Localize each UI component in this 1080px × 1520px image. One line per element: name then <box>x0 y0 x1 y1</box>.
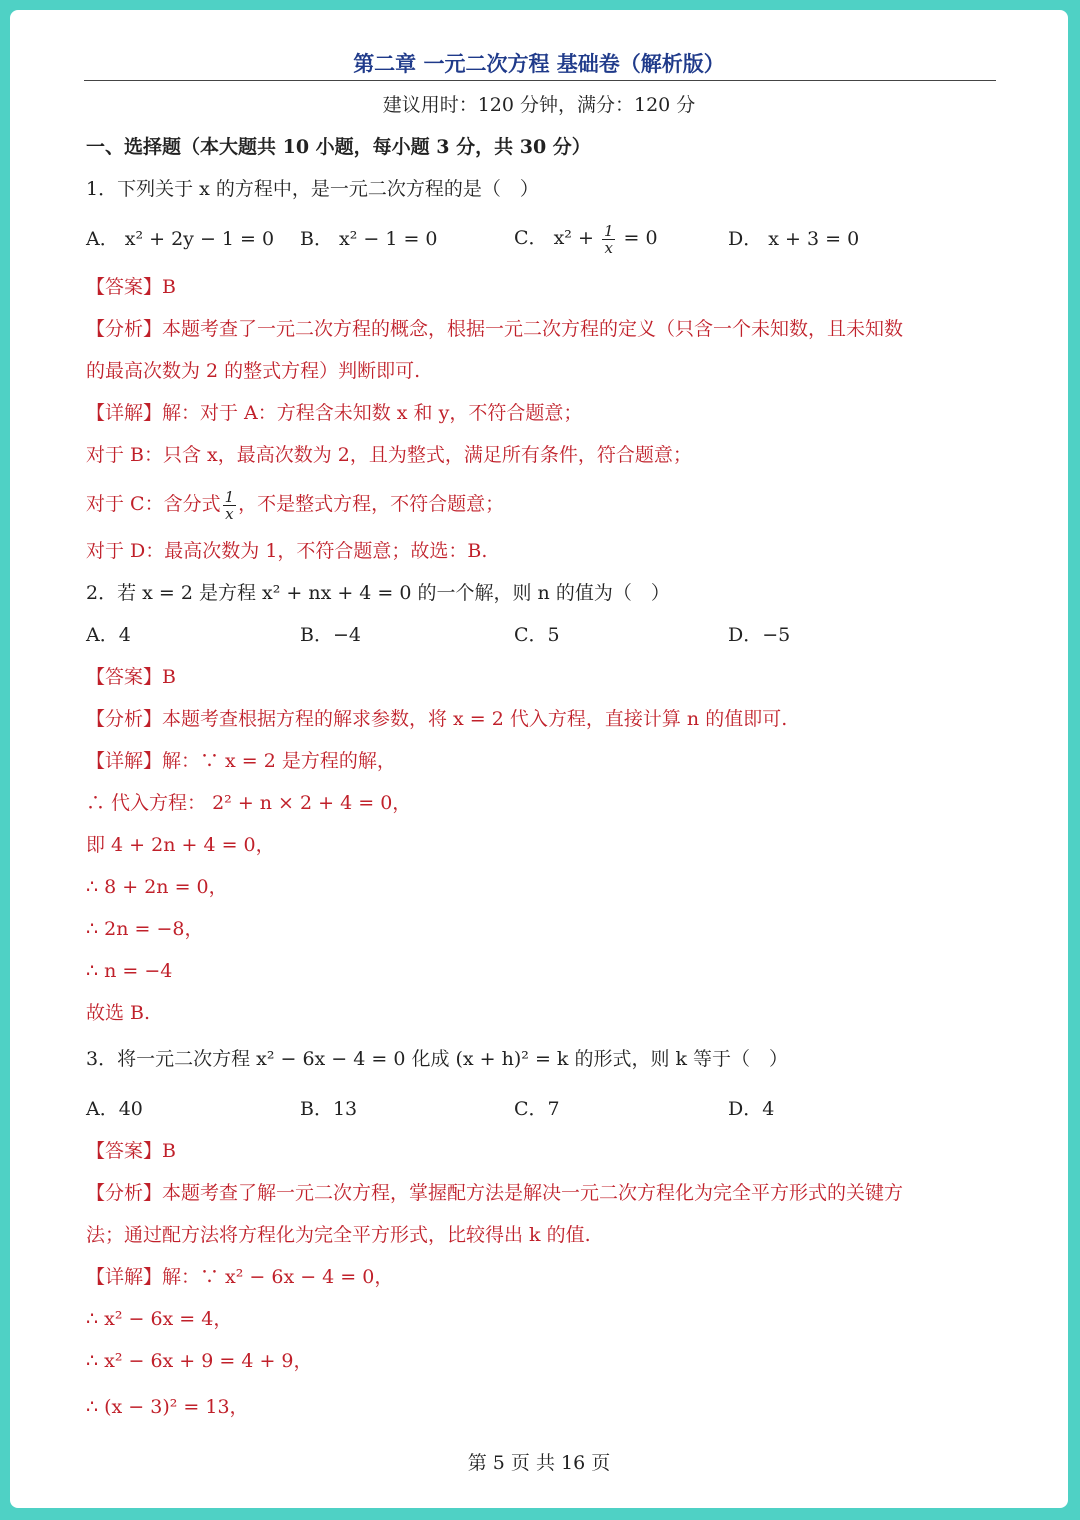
option-c-label: C． <box>514 227 548 249</box>
section-title: 一、选择题（本大题共 10 小题，每小题 3 分，共 30 分） <box>86 136 591 158</box>
question-2-option-a: A．4 <box>86 624 131 646</box>
question-3-analysis-line-1: 【分析】本题考查了解一元二次方程，掌握配方法是解决一元二次方程化为完全平方形式的关键方 <box>86 1182 904 1204</box>
detail-3-post: ，不是整式方程，不符合题意； <box>238 493 505 515</box>
fraction-denominator: x <box>225 504 234 523</box>
question-2-detail-line-7: 故选 B. <box>86 1002 151 1024</box>
option-c-expression-pre: x² + <box>553 227 600 249</box>
question-3-detail-line-4: ∴ (x − 3)² = 13， <box>86 1396 249 1418</box>
fraction-1-over-x <box>602 223 616 256</box>
detail-fraction-1-over-x <box>223 489 237 522</box>
question-3-detail-line-1: 【详解】解：∵ x² − 6x − 4 = 0， <box>86 1266 394 1288</box>
question-3-option-d: D．4 <box>728 1098 775 1120</box>
question-3-analysis-line-2: 法；通过配方法将方程化为完全平方形式，比较得出 k 的值. <box>86 1224 591 1246</box>
question-1-option-b: B． x² − 1 = 0 <box>300 228 438 250</box>
fraction-numerator: 1 <box>603 221 614 240</box>
question-2-option-c: C．5 <box>514 624 560 646</box>
question-1-detail-line-2: 对于 B：只含 x，最高次数为 2，且为整式，满足所有条件，符合题意； <box>86 444 692 466</box>
question-2-detail-line-6: ∴ n = −4 <box>86 960 173 982</box>
option-c-expression-post: = 0 <box>617 227 658 249</box>
question-3-option-c: C．7 <box>514 1098 560 1120</box>
header-divider <box>84 80 996 81</box>
question-2-stem: 2．若 x = 2 是方程 x² + nx + 4 = 0 的一个解，则 n 的值为（ ） <box>86 582 670 604</box>
question-1-analysis-line-2: 的最高次数为 2 的整式方程）判断即可. <box>86 360 421 382</box>
question-2-option-d: D．−5 <box>728 624 791 646</box>
time-score-note: 建议用时：120 分钟，满分：120 分 <box>382 94 696 116</box>
question-2-detail-line-4: ∴ 8 + 2n = 0， <box>86 876 228 898</box>
question-3-answer: 【答案】B <box>86 1140 176 1162</box>
page-number: 第 5 页 共 16 页 <box>467 1452 611 1474</box>
question-1-analysis-line-1: 【分析】本题考查了一元二次方程的概念，根据一元二次方程的定义（只含一个未知数，且未知数 <box>86 318 904 340</box>
detail-3-pre: 对于 C：含分式 <box>86 493 221 515</box>
question-1-option-d: D． x + 3 = 0 <box>728 228 860 250</box>
question-2-detail-line-2: ∴ 代入方程： 2² + n × 2 + 4 = 0， <box>86 792 412 814</box>
question-2-detail-line-3: 即 4 + 2n + 4 = 0， <box>86 834 275 856</box>
question-3-stem: 3．将一元二次方程 x² − 6x − 4 = 0 化成 (x + h)² = k 的形式，则 k 等于（ ） <box>86 1048 789 1070</box>
question-2-detail-line-1: 【详解】解：∵ x = 2 是方程的解， <box>86 750 396 772</box>
question-2-answer: 【答案】B <box>86 666 176 688</box>
question-1-detail-line-3 <box>86 480 504 528</box>
fraction-numerator: 1 <box>224 487 235 506</box>
question-2-analysis: 【分析】本题考查根据方程的解求参数，将 x = 2 代入方程，直接计算 n 的值即可. <box>86 708 788 730</box>
fraction-denominator: x <box>604 238 613 257</box>
question-3-detail-line-2: ∴ x² − 6x = 4， <box>86 1308 233 1330</box>
question-2-detail-line-5: ∴ 2n = −8， <box>86 918 204 940</box>
question-1-answer: 【答案】B <box>86 276 176 298</box>
question-1-detail-line-4: 对于 D：最高次数为 1，不符合题意；故选：B. <box>86 540 488 562</box>
question-1-option-c <box>514 214 658 262</box>
question-2-option-b: B．−4 <box>300 624 361 646</box>
question-3-option-b: B．13 <box>300 1098 358 1120</box>
document-page <box>10 10 1068 1508</box>
document-title: 第二章 一元二次方程 基础卷（解析版） <box>353 51 725 76</box>
question-1-detail-line-1: 【详解】解：对于 A：方程含未知数 x 和 y，不符合题意； <box>86 402 583 424</box>
question-1-stem: 1．下列关于 x 的方程中，是一元二次方程的是（ ） <box>86 178 539 200</box>
question-3-option-a: A．40 <box>86 1098 143 1120</box>
question-1-option-a: A． x² + 2y − 1 = 0 <box>86 228 275 250</box>
question-3-detail-line-3: ∴ x² − 6x + 9 = 4 + 9， <box>86 1350 313 1372</box>
